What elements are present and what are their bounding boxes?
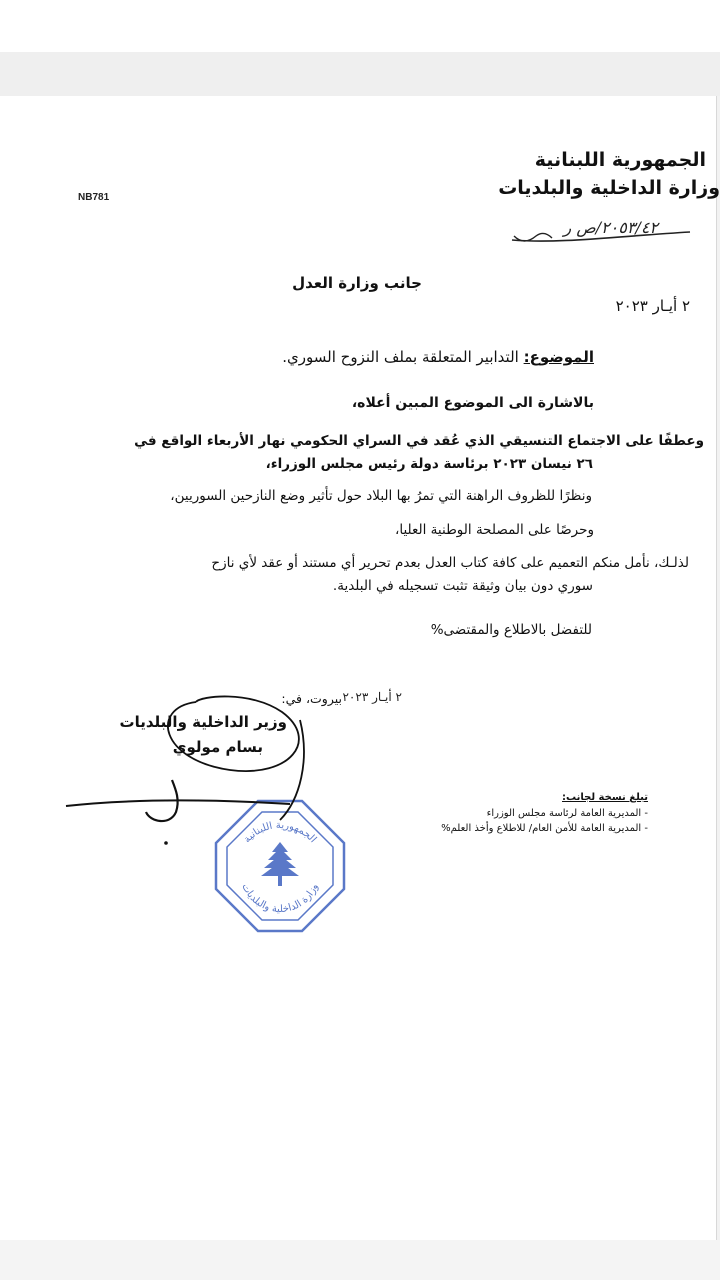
stamp-bottom-text: وزارة الداخلية والبلديات <box>239 881 321 916</box>
signatory-title: وزير الداخلية والبلديات <box>119 713 287 731</box>
viewer-bottom-band <box>0 1240 720 1280</box>
paragraph-3: وحرصًا على المصلحة الوطنية العليا، <box>395 522 594 538</box>
paragraph-4-line-2: سوري دون بيان وثيقة تثبت تسجيله في البلدية. <box>332 578 593 594</box>
viewer-top-bar <box>0 0 720 52</box>
republic-heading: الجمهورية اللبنانية <box>534 149 706 171</box>
addressee: جانب وزارة العدل <box>292 274 422 292</box>
paragraph-4-line-1: لذلـك، نأمل منكم التعميم على كافة كتاب العدل بعدم تحرير أي مستند أو عقد لأي نازح <box>211 555 689 571</box>
subject-label: الموضوع: <box>523 348 594 366</box>
viewer-toolbar-band <box>0 52 720 96</box>
document-date: ٢ أيـار ٢٠٢٣ <box>615 297 690 315</box>
ministry-stamp <box>212 798 348 934</box>
paragraph-1-line-1: وعطفًا على الاجتماع التنسيقي الذي عُقد في السراي الحكومي نهار الأربعاء الواقع في <box>134 433 704 449</box>
signatory-name: بسام مولوي <box>172 738 263 756</box>
subject-line <box>282 348 594 366</box>
cedar-icon <box>261 842 299 886</box>
reference-line: بالاشارة الى الموضوع المبين أعلاه، <box>351 395 594 411</box>
place-date-label: بيروت، في: <box>281 691 342 706</box>
paragraph-1-line-2: ٢٦ نيسان ٢٠٢٣ برئاسة دولة رئيس مجلس الوزراء، <box>265 456 593 472</box>
closing-line: للتفضل بالاطلاع والمقتضى% <box>430 622 592 638</box>
copy-item: - المديرية العامة للأمن العام/ للاطلاع وأخذ العلم% <box>441 823 648 834</box>
ministry-heading: وزارة الداخلية والبلديات <box>498 177 720 199</box>
stamp-top-text: الجمهورية اللبنانية <box>241 819 319 846</box>
subject-text: التدابير المتعلقة بملف النزوح السوري. <box>282 348 519 366</box>
document-page <box>0 96 717 1240</box>
signature-date: ٢ أيـار ٢٠٢٣ <box>342 690 402 704</box>
copies-heading: تبلغ نسخة لجانب: <box>562 792 648 803</box>
copy-item: - المديرية العامة لرئاسة مجلس الوزراء <box>486 808 648 819</box>
paragraph-2: ونظرًا للظروف الراهنة التي تمرُ بها البلاد حول تأثير وضع النازحين السوريين، <box>170 488 592 504</box>
document-number: ٢٠٥٣/٤٢/ص ر <box>563 218 658 237</box>
reference-code: NB781 <box>78 192 110 203</box>
